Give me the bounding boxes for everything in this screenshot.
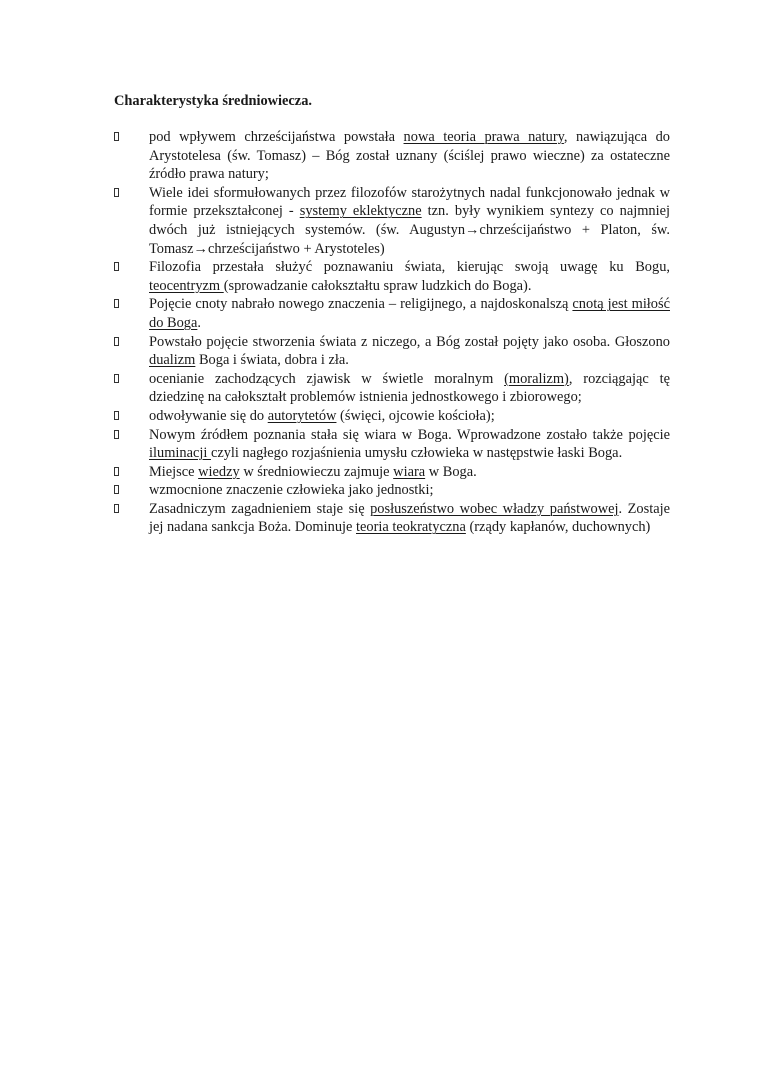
underlined-term: systemy eklektyczne (299, 203, 422, 220)
bullet-item (114, 500, 670, 537)
bullet-text: Wiele idei sformułowanych przez filozofów starożytnych nadal funkcjonowało jednak w formie przekształconej - (149, 184, 670, 220)
bullet-item (114, 481, 670, 500)
bullet-text: Pojęcie cnoty nabrało nowego znaczenia – religijnego, a najdoskonalszą (149, 296, 573, 313)
underlined-term: autorytetów (267, 407, 337, 424)
bullet-text: Nowym źródłem poznania stała się wiara w Boga. Wprowadzone zostało także pojęcie (149, 426, 670, 443)
bullet-text: pod wpływem chrześcijaństwa powstała (149, 129, 404, 145)
bullet-text: Boga i świata, dobra i zła. (195, 352, 349, 369)
bullet-list (114, 128, 670, 537)
bullet-item (114, 128, 670, 184)
bullet-text: w średniowieczu zajmuje (239, 463, 394, 480)
bullet-item (114, 426, 670, 463)
underlined-term: wiedzy (198, 463, 240, 480)
bullet-text: . Zostaje jej nadana sankcja Boża. Dominuje (149, 500, 670, 536)
bullet-text: ocenianie zachodzących zjawisk w świetle moralnym (149, 370, 505, 387)
underlined-term: dualizm (149, 352, 196, 369)
bullet-text: , nawiązująca do Arystotelesa (św. Tomasz) – Bóg został uznany (ściślej prawo wieczne) za ostateczne źródło prawa natury; (149, 129, 670, 183)
bullet-text: w Boga. (425, 463, 477, 480)
bullet-text: . (197, 314, 201, 331)
bullet-text: Filozofia przestała służyć poznawaniu świata, kierując swoją uwagę ku Bogu, (149, 259, 670, 276)
bullet-item (114, 258, 670, 295)
square-bullet-icon (114, 374, 119, 383)
underlined-term: teocentryzm (149, 277, 224, 294)
bullet-text: , rozciągając tę dziedzinę na całokształt problemów istnienia jednostkowego i zbiorowego; (149, 370, 671, 406)
square-bullet-icon (114, 504, 119, 513)
underlined-term: nowa teoria prawa natury (403, 129, 564, 145)
bullet-item (114, 333, 670, 370)
document-title: Charakterystyka średniowiecza. (114, 93, 312, 109)
bullet-text: (święci, ojcowie kościoła); (336, 407, 495, 424)
bullet-text: wzmocnione znaczenie człowieka jako jednostki; (149, 482, 434, 499)
square-bullet-icon (114, 132, 119, 141)
bullet-item (114, 295, 670, 332)
bullet-item (114, 370, 670, 407)
bullet-item (114, 463, 670, 482)
bullet-item (114, 184, 670, 258)
underlined-term: iluminacji (149, 445, 211, 462)
bullet-text: Zasadniczym zagadnieniem staje się (149, 500, 371, 517)
bullet-text: Miejsce (149, 463, 199, 480)
underlined-term: posłuszeństwo wobec władzy państwowej (370, 500, 619, 517)
bullet-text: Powstało pojęcie stworzenia świata z niczego, a Bóg został pojęty jako osoba. Głoszono (149, 333, 670, 350)
bullet-item (114, 407, 670, 426)
underlined-term: (moralizm) (504, 370, 569, 387)
bullet-text: odwoływanie się do (149, 407, 268, 424)
bullet-text: (rządy kapłanów, duchownych) (465, 519, 651, 536)
bullet-text: czyli nagłego rozjaśnienia umysłu człowieka w następstwie łaski Boga. (210, 445, 623, 462)
underlined-term: wiara (393, 463, 426, 480)
bullet-text: (sprowadzanie całokształtu spraw ludzkich do Boga). (223, 277, 532, 294)
square-bullet-icon (114, 188, 119, 197)
square-bullet-icon (114, 262, 119, 271)
square-bullet-icon (114, 299, 119, 308)
underlined-term: teoria teokratyczna (356, 519, 466, 536)
underlined-term: cnotą jest miłość do Boga (149, 296, 670, 331)
square-bullet-icon (114, 485, 119, 494)
square-bullet-icon (114, 411, 119, 420)
square-bullet-icon (114, 430, 119, 439)
square-bullet-icon (114, 467, 119, 476)
square-bullet-icon (114, 337, 119, 346)
bullet-text: tzn. były wynikiem syntezy co najmniej dwóch już istniejących systemów. (św. Augustyn→chrześcijaństwo + Platon, św. Tomasz→chrześcijaństwo + Arystoteles) (149, 203, 670, 257)
